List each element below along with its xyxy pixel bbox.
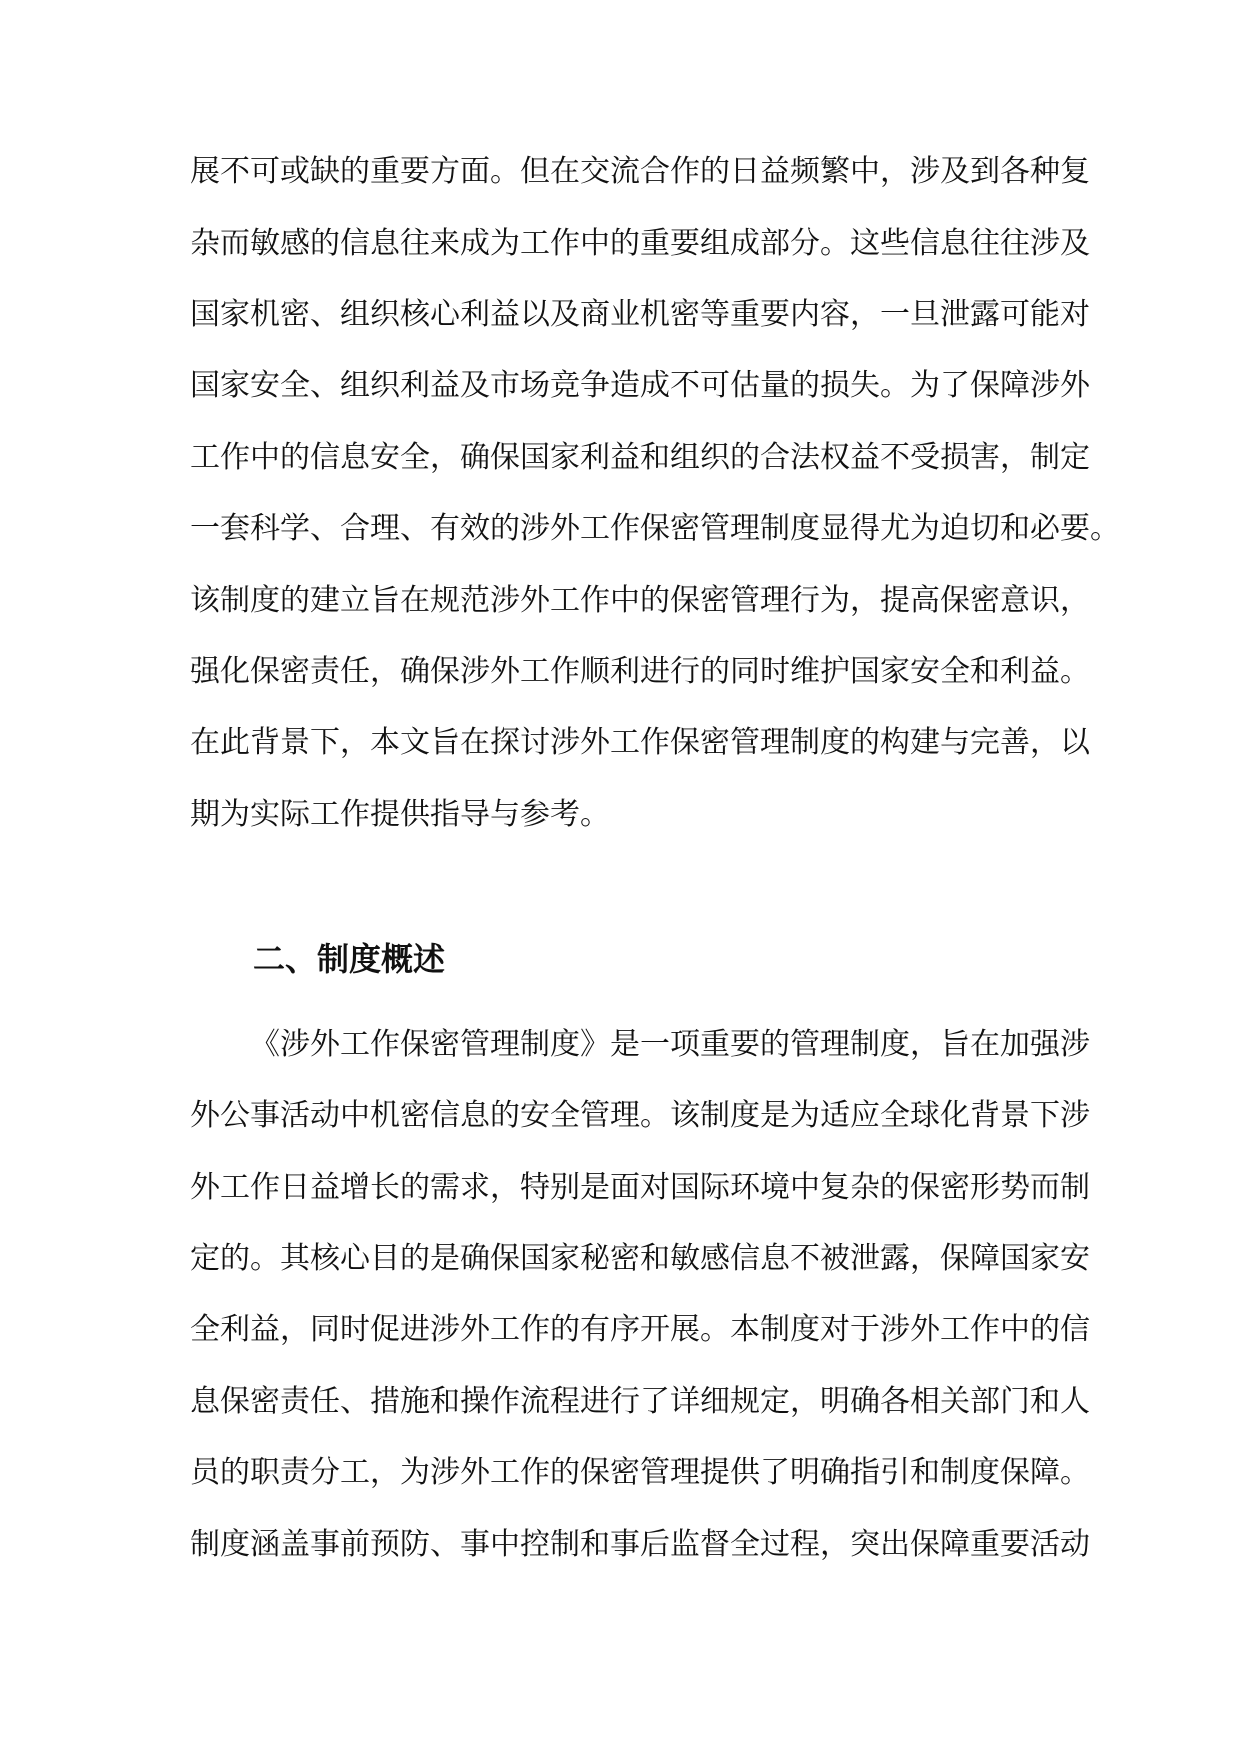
body-text-line: 《涉外工作保密管理制度》是一项重要的管理制度，旨在加强涉 (250, 1027, 1090, 1062)
body-text-line: 杂而敏感的信息往来成为工作中的重要组成部分。这些信息往往涉及 (190, 226, 1090, 261)
body-text-line: 期为实际工作提供指导与参考。 (190, 797, 610, 832)
body-text-line: 外公事活动中机密信息的安全管理。该制度是为适应全球化背景下涉 (190, 1098, 1090, 1133)
body-text-line: 工作中的信息安全，确保国家利益和组织的合法权益不受损害，制定 (190, 440, 1090, 475)
body-text-line: 展不可或缺的重要方面。但在交流合作的日益频繁中，涉及到各种复 (190, 154, 1090, 189)
body-text-line: 在此背景下，本文旨在探讨涉外工作保密管理制度的构建与完善，以 (190, 725, 1090, 760)
body-text-line: 定的。其核心目的是确保国家秘密和敏感信息不被泄露，保障国家安 (190, 1241, 1090, 1276)
body-text-line: 强化保密责任，确保涉外工作顺利进行的同时维护国家安全和利益。 (190, 654, 1090, 689)
body-text-line: 该制度的建立旨在规范涉外工作中的保密管理行为，提高保密意识， (190, 583, 1090, 618)
body-text-line: 员的职责分工，为涉外工作的保密管理提供了明确指引和制度保障。 (190, 1455, 1090, 1490)
section-heading: 二、制度概述 (253, 940, 446, 978)
body-text-line: 国家安全、组织利益及市场竞争造成不可估量的损失。为了保障涉外 (190, 368, 1090, 403)
body-text-line: 国家机密、组织核心利益以及商业机密等重要内容，一旦泄露可能对 (190, 297, 1090, 332)
body-text-line: 息保密责任、措施和操作流程进行了详细规定，明确各相关部门和人 (190, 1384, 1090, 1419)
body-text-line: 全利益，同时促进涉外工作的有序开展。本制度对于涉外工作中的信 (190, 1312, 1090, 1347)
body-text-line: 外工作日益增长的需求，特别是面对国际环境中复杂的保密形势而制 (190, 1170, 1090, 1205)
body-text-line: 制度涵盖事前预防、事中控制和事后监督全过程，突出保障重要活动 (190, 1527, 1090, 1562)
body-text-line: 一套科学、合理、有效的涉外工作保密管理制度显得尤为迫切和必要。 (190, 511, 1120, 546)
